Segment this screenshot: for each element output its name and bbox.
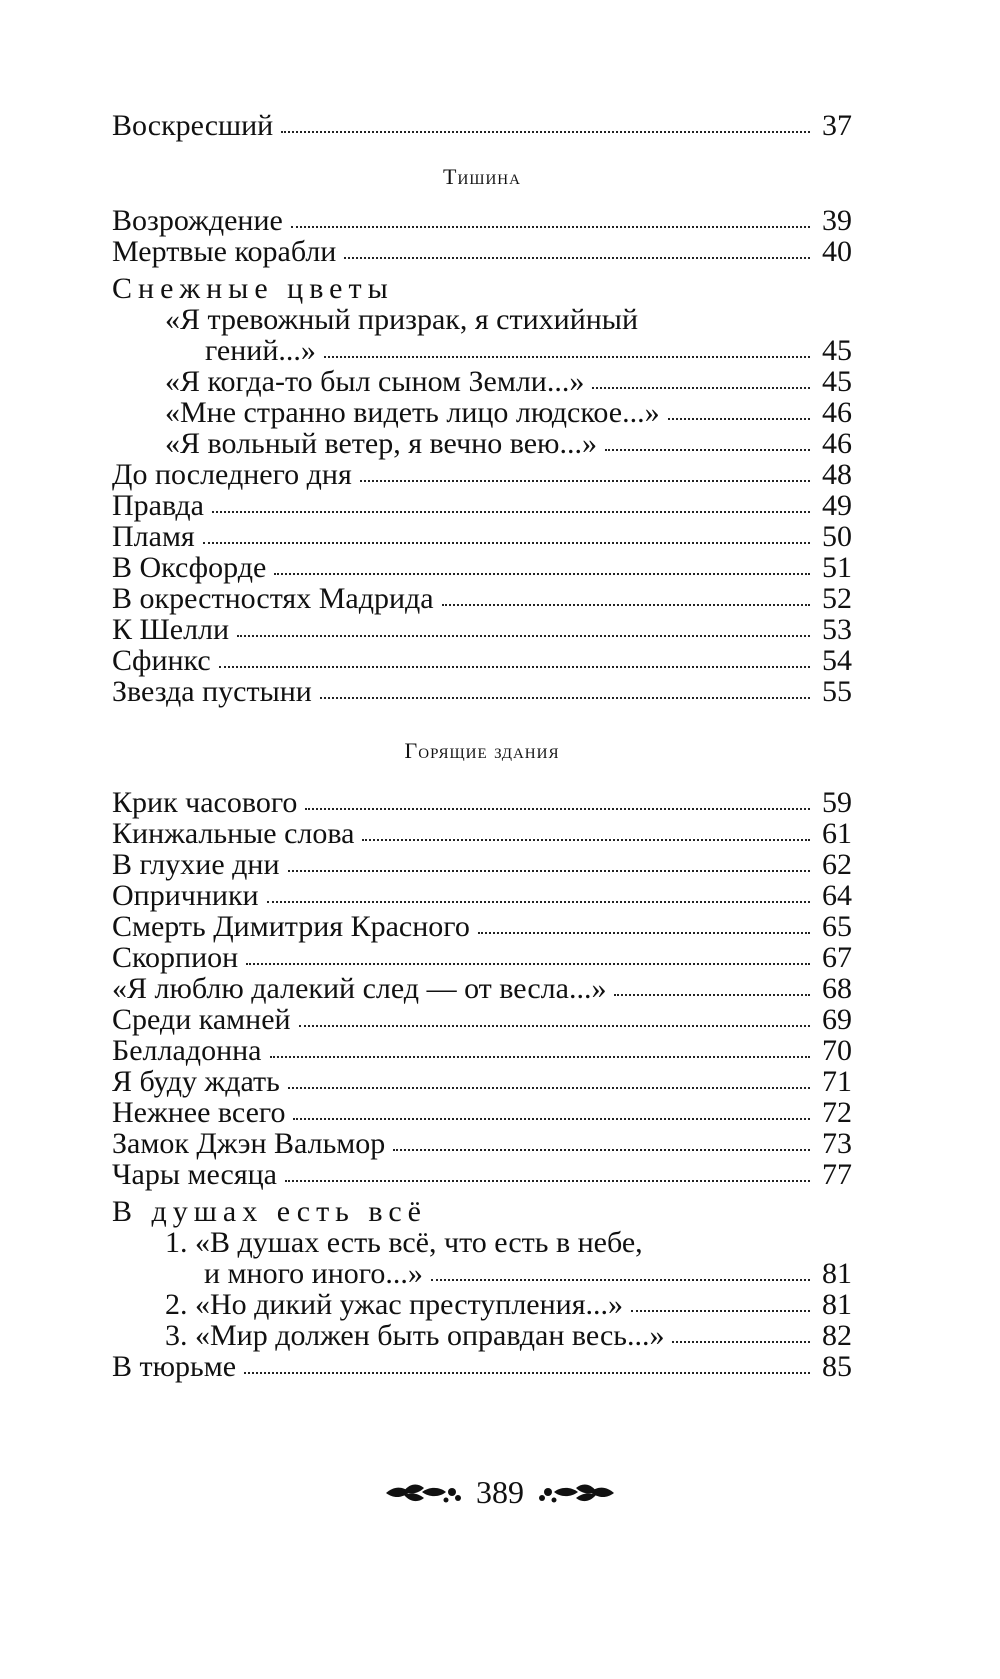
dot-leader bbox=[219, 658, 810, 668]
dot-leader bbox=[212, 503, 810, 513]
toc-entry[interactable] bbox=[112, 614, 852, 645]
dot-leader bbox=[203, 534, 810, 544]
toc-entry[interactable] bbox=[112, 110, 852, 141]
entry-page: 77 bbox=[822, 1158, 852, 1191]
table-of-contents bbox=[112, 110, 852, 1382]
entry-title: Правда bbox=[112, 489, 204, 522]
toc-entry[interactable] bbox=[112, 973, 852, 1004]
entry-title: Смерть Димитрия Красного bbox=[112, 910, 470, 943]
entry-title: Нежнее всего bbox=[112, 1096, 286, 1129]
dot-leader bbox=[288, 1079, 810, 1089]
dot-leader bbox=[668, 410, 810, 420]
dot-leader bbox=[360, 472, 810, 482]
entry-title: К Шелли bbox=[112, 613, 230, 646]
entry-page: 51 bbox=[822, 551, 852, 584]
entry-title: Белладонна bbox=[112, 1034, 262, 1067]
entry-page: 59 bbox=[822, 786, 852, 819]
toc-entry[interactable] bbox=[112, 849, 852, 880]
dot-leader bbox=[305, 800, 810, 810]
entry-title: В окрестностях Мадрида bbox=[112, 582, 434, 615]
dot-leader bbox=[478, 924, 810, 934]
toc-entry[interactable] bbox=[112, 1289, 852, 1320]
entry-page: 39 bbox=[822, 204, 852, 237]
entry-page: 49 bbox=[822, 489, 852, 522]
entry-page: 61 bbox=[822, 817, 852, 850]
toc-entry[interactable] bbox=[112, 397, 852, 428]
dot-leader bbox=[244, 1364, 810, 1374]
entry-page: 72 bbox=[822, 1096, 852, 1129]
dot-leader bbox=[614, 986, 810, 996]
entry-page: 55 bbox=[822, 675, 852, 708]
dot-leader bbox=[344, 249, 810, 259]
toc-entry[interactable] bbox=[112, 942, 852, 973]
dot-leader bbox=[431, 1271, 810, 1281]
entry-page: 71 bbox=[822, 1065, 852, 1098]
entry-title: Сфинкс bbox=[112, 644, 211, 677]
entry-title: «Я люблю далекий след — от весла...» bbox=[112, 972, 607, 1005]
toc-entry[interactable] bbox=[112, 1351, 852, 1382]
toc-entry[interactable] bbox=[112, 818, 852, 849]
entry-title: Звезда пустыни bbox=[112, 675, 312, 708]
toc-entry[interactable] bbox=[112, 1035, 852, 1066]
entry-title: «Я вольный ветер, я вечно вею...» bbox=[165, 427, 597, 460]
entry-page: 81 bbox=[822, 1288, 852, 1321]
entry-title: Воскресший bbox=[112, 109, 274, 142]
dot-leader bbox=[246, 955, 810, 965]
entry-title: гений...» bbox=[205, 334, 316, 367]
toc-entry[interactable] bbox=[112, 645, 852, 676]
dot-leader bbox=[237, 627, 810, 637]
toc-entry[interactable] bbox=[112, 1066, 852, 1097]
entry-page: 52 bbox=[822, 582, 852, 615]
entry-title: Возрождение bbox=[112, 204, 283, 237]
cycle-title-v-dushakh: В душах есть всё bbox=[112, 1195, 427, 1228]
dot-leader bbox=[362, 831, 810, 841]
page-number: 389 bbox=[476, 1474, 524, 1510]
entry-page: 62 bbox=[822, 848, 852, 881]
section-heading-goryashchie-zdaniya: Горящие здания bbox=[404, 738, 560, 763]
dot-leader bbox=[592, 379, 810, 389]
entry-page: 69 bbox=[822, 1003, 852, 1036]
toc-entry[interactable] bbox=[112, 1097, 852, 1128]
dot-leader bbox=[442, 596, 810, 606]
toc-entry[interactable] bbox=[112, 552, 852, 583]
entry-title: Чары месяца bbox=[112, 1158, 277, 1191]
entry-page: 37 bbox=[822, 109, 852, 142]
toc-entry[interactable] bbox=[112, 676, 852, 707]
entry-page: 67 bbox=[822, 941, 852, 974]
entry-title: «Мне странно видеть лицо людское...» bbox=[165, 396, 660, 429]
entry-title: Опричники bbox=[112, 879, 259, 912]
right-ornament-icon bbox=[536, 1478, 618, 1508]
dot-leader bbox=[293, 1110, 810, 1120]
toc-entry[interactable] bbox=[112, 490, 852, 521]
section-heading-tishina: Тишина bbox=[443, 164, 521, 189]
toc-entry[interactable] bbox=[112, 335, 852, 366]
entry-title: Кинжальные слова bbox=[112, 817, 355, 850]
page-footer bbox=[0, 1474, 1000, 1511]
entry-title: и много иного...» bbox=[204, 1257, 423, 1290]
toc-entry[interactable] bbox=[112, 880, 852, 911]
toc-entry[interactable] bbox=[112, 1159, 852, 1190]
entry-title: Среди камней bbox=[112, 1003, 291, 1036]
entry-page: 45 bbox=[822, 365, 852, 398]
entry-page: 46 bbox=[822, 427, 852, 460]
toc-entry[interactable] bbox=[112, 459, 852, 490]
dot-leader bbox=[631, 1302, 810, 1312]
entry-title: Мертвые корабли bbox=[112, 235, 337, 268]
entry-page: 85 bbox=[822, 1350, 852, 1383]
entry-page: 48 bbox=[822, 458, 852, 491]
dot-leader bbox=[270, 1048, 811, 1058]
dot-leader bbox=[274, 565, 810, 575]
entry-title: «Я когда-то был сыном Земли...» bbox=[165, 365, 585, 398]
toc-entry[interactable] bbox=[112, 236, 852, 267]
entry-title: Крик часового bbox=[112, 786, 298, 819]
entry-title: В тюрьме bbox=[112, 1350, 237, 1383]
dot-leader bbox=[281, 123, 810, 133]
toc-entry[interactable] bbox=[112, 521, 852, 552]
entry-page: 81 bbox=[822, 1257, 852, 1290]
toc-entry[interactable] bbox=[112, 205, 852, 236]
toc-entry-line[interactable]: 1. «В душах есть всё, что есть в небе, bbox=[165, 1226, 643, 1259]
dot-leader bbox=[672, 1333, 810, 1343]
toc-entry-line[interactable]: «Я тревожный призрак, я стихийный bbox=[165, 303, 639, 336]
entry-page: 70 bbox=[822, 1034, 852, 1067]
entry-page: 54 bbox=[822, 644, 852, 677]
entry-title: Замок Джэн Вальмор bbox=[112, 1127, 386, 1160]
entry-page: 40 bbox=[822, 235, 852, 268]
toc-entry[interactable] bbox=[112, 1258, 852, 1289]
toc-entry[interactable] bbox=[112, 1128, 852, 1159]
toc-entry[interactable] bbox=[112, 428, 852, 459]
entry-title: Скорпион bbox=[112, 941, 239, 974]
dot-leader bbox=[393, 1141, 810, 1151]
entry-title: В глухие дни bbox=[112, 848, 280, 881]
toc-entry[interactable] bbox=[112, 583, 852, 614]
entry-page: 53 bbox=[822, 613, 852, 646]
entry-page: 82 bbox=[822, 1319, 852, 1352]
entry-title: В Оксфорде bbox=[112, 551, 267, 584]
entry-title: 2. «Но дикий ужас преступления...» bbox=[165, 1288, 624, 1321]
entry-page: 50 bbox=[822, 520, 852, 553]
entry-page: 64 bbox=[822, 879, 852, 912]
dot-leader bbox=[291, 218, 810, 228]
entry-page: 65 bbox=[822, 910, 852, 943]
left-ornament-icon bbox=[382, 1478, 464, 1508]
cycle-title-snezhnye-tsvety: Снежные цветы bbox=[112, 272, 394, 305]
dot-leader bbox=[320, 689, 810, 699]
dot-leader bbox=[288, 862, 810, 872]
entry-title: До последнего дня bbox=[112, 458, 352, 491]
dot-leader bbox=[285, 1172, 810, 1182]
toc-entry[interactable] bbox=[112, 366, 852, 397]
entry-page: 46 bbox=[822, 396, 852, 429]
entry-title: Пламя bbox=[112, 520, 195, 553]
toc-entry[interactable] bbox=[112, 1004, 852, 1035]
entry-page: 68 bbox=[822, 972, 852, 1005]
toc-entry[interactable] bbox=[112, 787, 852, 818]
entry-page: 73 bbox=[822, 1127, 852, 1160]
toc-entry[interactable] bbox=[112, 1320, 852, 1351]
dot-leader bbox=[605, 441, 810, 451]
entry-page: 45 bbox=[822, 334, 852, 367]
entry-title: Я буду ждать bbox=[112, 1065, 280, 1098]
dot-leader bbox=[299, 1017, 810, 1027]
dot-leader bbox=[324, 348, 810, 358]
dot-leader bbox=[267, 893, 810, 903]
entry-title: 3. «Мир должен быть оправдан весь...» bbox=[165, 1319, 665, 1352]
toc-entry[interactable] bbox=[112, 911, 852, 942]
